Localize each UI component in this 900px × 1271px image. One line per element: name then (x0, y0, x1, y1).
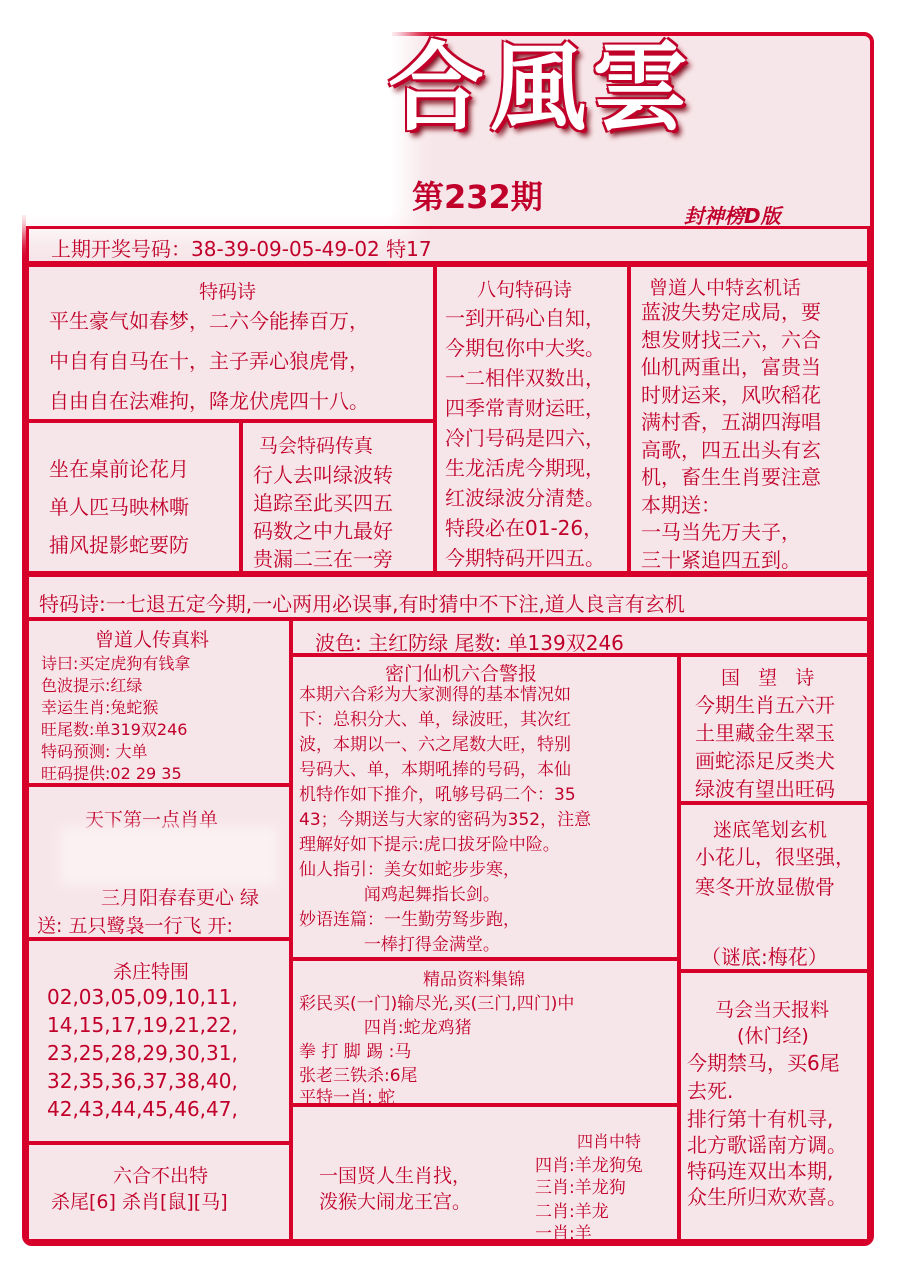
four-line: 三肖:羊龙狗 (535, 1178, 626, 1198)
guowang-box (678, 654, 870, 804)
guowang-line: 画蛇添足反类犬 (695, 749, 835, 773)
eight-line: 一到开码心自知， (445, 306, 605, 330)
mahui-day-line: 特码连双出本期, (687, 1159, 834, 1183)
mahui-day-line: 排行第十有机寻, (687, 1107, 834, 1131)
eight-line-title: 八句特码诗 (477, 279, 573, 301)
issue-number: 第232期 (412, 178, 543, 216)
four-line: 四肖:羊龙狗兔 (535, 1156, 643, 1176)
eight-line: 红波绿波分清楚。 (445, 486, 605, 510)
sit-line: 单人匹马映林嘶 (49, 495, 189, 519)
secret-line: 号码大、单，本期吼捧的号码，本仙 (299, 760, 571, 780)
kill-line: 42,43,44,45,46,47, (47, 1097, 238, 1121)
zeng-fax-line: 特码预测: 大单 (41, 742, 148, 761)
zeng-title: 曾道人中特玄机话 (649, 277, 802, 299)
zeng-fax-box (26, 618, 292, 786)
zeng-line: 三十紧追四五到。 (641, 547, 801, 572)
secret-line: 本期六合彩为大家测得的基本情况如 (299, 685, 571, 705)
mahui-day-line: 众生所归欢欢喜。 (687, 1185, 847, 1209)
mahui-fax-line: 贵漏二三在一旁 (253, 547, 393, 571)
blurred-logo-area (0, 0, 392, 215)
mystery-box (678, 802, 870, 972)
mahui-fax-box (240, 420, 436, 574)
kill-line: 02,03,05,09,10,11, (47, 985, 238, 1009)
zeng-fax-line: 色波提示:红绿 (41, 676, 143, 695)
last-draw-box (26, 226, 870, 264)
tianxia-line: 三月阳春春更心 绿 (101, 887, 260, 909)
mahui-day-line: 今期禁马，买6尾 (687, 1051, 840, 1075)
jingpin-line: 平特一肖: 蛇 (299, 1088, 396, 1108)
liuhe-box (26, 1142, 292, 1242)
tianxia-line: 送: 五只鹭袅一行飞 开: (37, 915, 233, 937)
eight-line: 冷门号码是四六， (445, 426, 605, 450)
mystery-answer: （谜底:梅花） (701, 945, 828, 969)
eight-line: 生龙活虎今期现， (445, 456, 605, 480)
zeng-line: 仙机两重出，富贵当 (641, 355, 821, 379)
guowang-title: 国 望 诗 (721, 667, 815, 689)
zeng-line: 时财运来，风吹稻花 (641, 382, 821, 407)
sit-line: 坐在桌前论花月 (49, 457, 189, 481)
four-line: 二肖:羊龙 (535, 1202, 609, 1222)
jingpin-box (290, 958, 680, 1106)
poem-line: 平生豪气如春梦，二六今能捧百万， (49, 309, 369, 333)
kill-box (26, 938, 292, 1144)
eight-line: 今期包你中大奖。 (445, 336, 605, 360)
eight-line: 一二相伴双数出， (445, 366, 605, 390)
wave-box (290, 618, 870, 656)
sit-line: 捕风捉影蛇要防 (49, 533, 189, 557)
secret-title: 密门仙机六合警报 (385, 663, 538, 685)
sit-poem-box (26, 420, 242, 574)
guowang-line: 今期生肖五六开 (695, 693, 835, 717)
guoxian-line: 一国贤人生肖找， (319, 1165, 472, 1187)
mahui-day-line: 去死. (687, 1079, 734, 1103)
mahui-day-title: 马会当天报料 (715, 999, 830, 1021)
zeng-line: 本期送： (641, 492, 721, 517)
guoxian-box (290, 1104, 680, 1242)
zeng-fax-line: 幸运生肖:兔蛇猴 (41, 698, 159, 717)
zeng-fax-title: 曾道人传真料 (95, 629, 210, 651)
kill-line: 32,35,36,37,38,40, (47, 1069, 238, 1093)
jingpin-line: 拳 打 脚 踢 :马 (299, 1042, 412, 1062)
tianxia-title: 天下第一点肖单 (85, 809, 219, 831)
poem-line-text: 特码诗:一七退五定今期,一心两用必误事,有时猜中不下注,道人良言有玄机 (39, 592, 685, 616)
kill-line: 14,15,17,19,21,22, (47, 1013, 238, 1037)
secret-line: 妙语连篇：一生勤劳驽步跑， (299, 910, 520, 930)
secret-line: 43；今期送与大家的密码为352，注意 (299, 810, 592, 830)
zeng-line: 一马当先万夫子， (641, 520, 801, 544)
last-draw-text: 上期开奖号码：38-39-09-05-49-02 特17 (51, 237, 432, 261)
blurred-area (69, 835, 269, 877)
kill-title: 杀庄特围 (113, 961, 190, 983)
mystery-title: 迷底笔划玄机 (713, 819, 828, 841)
zeng-line: 满村香，五湖四海唱 (641, 410, 821, 434)
jingpin-title: 精品资料集锦 (423, 970, 525, 990)
secret-line: 闻鸡起舞指长剑。 (299, 885, 500, 905)
poem-line: 自由自在法难拘，降龙伏虎四十八。 (49, 389, 369, 413)
eight-line: 特段必在01-26， (445, 516, 604, 540)
masthead-title: 合風雲 (388, 31, 694, 144)
mahui-fax-line: 码数之中九最好 (253, 519, 393, 543)
liuhe-title: 六合不出特 (113, 1165, 209, 1187)
guoxian-line: 泼猴大闹龙王宫。 (319, 1191, 472, 1213)
mahui-fax-line: 追踪至此买四五 (253, 491, 393, 515)
kill-line: 23,25,28,29,30,31, (47, 1041, 238, 1065)
zeng-line: 想发财找三六，六合 (641, 327, 821, 352)
guowang-line: 土里藏金生翠玉 (695, 721, 835, 745)
mahui-day-line: 北方歌谣南方调。 (687, 1133, 847, 1157)
zeng-fax-line: 旺码提供:02 29 35 (41, 764, 182, 783)
mahui-fax-line: 行人去叫绿波转 (253, 463, 393, 487)
zeng-line: 蓝波失势定成局，要 (641, 300, 821, 324)
secret-line: 一棒打得金满堂。 (299, 935, 500, 955)
zeng-daoren-box (628, 264, 870, 574)
poem-title: 特码诗 (199, 281, 257, 303)
eight-line: 今期特码开四五。 (445, 546, 605, 570)
mystery-line: 小花儿，很坚强， (695, 845, 855, 869)
mahui-day-box (678, 970, 870, 1242)
eight-line-poem-box (434, 264, 630, 574)
secret-line: 仙人指引：美女如蛇步步寒， (299, 860, 520, 880)
secret-box (290, 654, 680, 960)
poem-box (26, 264, 436, 422)
wave-text: 波色: 主红防绿 尾数: 单139双246 (315, 631, 624, 655)
jingpin-line: 彩民买(一门)输尽光,买(三门,四门)中 (299, 994, 575, 1014)
secret-line: 机特作如下推介，吼够号码二个：35 (299, 785, 576, 805)
secret-line: 理解好如下提示:虎口拔牙险中险。 (299, 835, 560, 855)
liuhe-line: 杀尾[6] 杀肖[鼠][马] (51, 1191, 228, 1213)
mahui-fax-title: 马会特码传真 (259, 435, 374, 457)
eight-line: 四季常青财运旺， (445, 396, 605, 420)
tianxia-box (26, 784, 292, 940)
four-line: 一肖:羊 (535, 1224, 592, 1244)
secret-line: 下：总积分大、单，绿波旺，其次红 (299, 710, 571, 730)
mahui-day-subtitle: (休门经) (737, 1025, 809, 1047)
edition-label: 封神榜D版 (684, 204, 781, 228)
zeng-line: 高歌，四五出头有玄 (641, 437, 821, 462)
poem-line: 中自有自马在十，主子弄心狼虎骨， (49, 349, 369, 373)
zeng-fax-line: 旺尾数:单319双246 (41, 720, 188, 739)
four-title: 四肖中特 (577, 1132, 642, 1151)
secret-line: 波，本期以一、六之尾数大旺，特别 (299, 735, 571, 755)
jingpin-line: 张老三铁杀:6尾 (299, 1066, 418, 1086)
guowang-line: 绿波有望出旺码 (695, 777, 835, 801)
zeng-fax-line: 诗曰:买定虎狗有钱拿 (41, 654, 191, 673)
zeng-line: 机，畜生生肖要注意 (641, 465, 821, 489)
jingpin-line: 四肖:蛇龙鸡猪 (299, 1018, 472, 1038)
mystery-line: 寒冬开放显傲骨 (695, 875, 835, 899)
poem-line-box (26, 574, 870, 620)
